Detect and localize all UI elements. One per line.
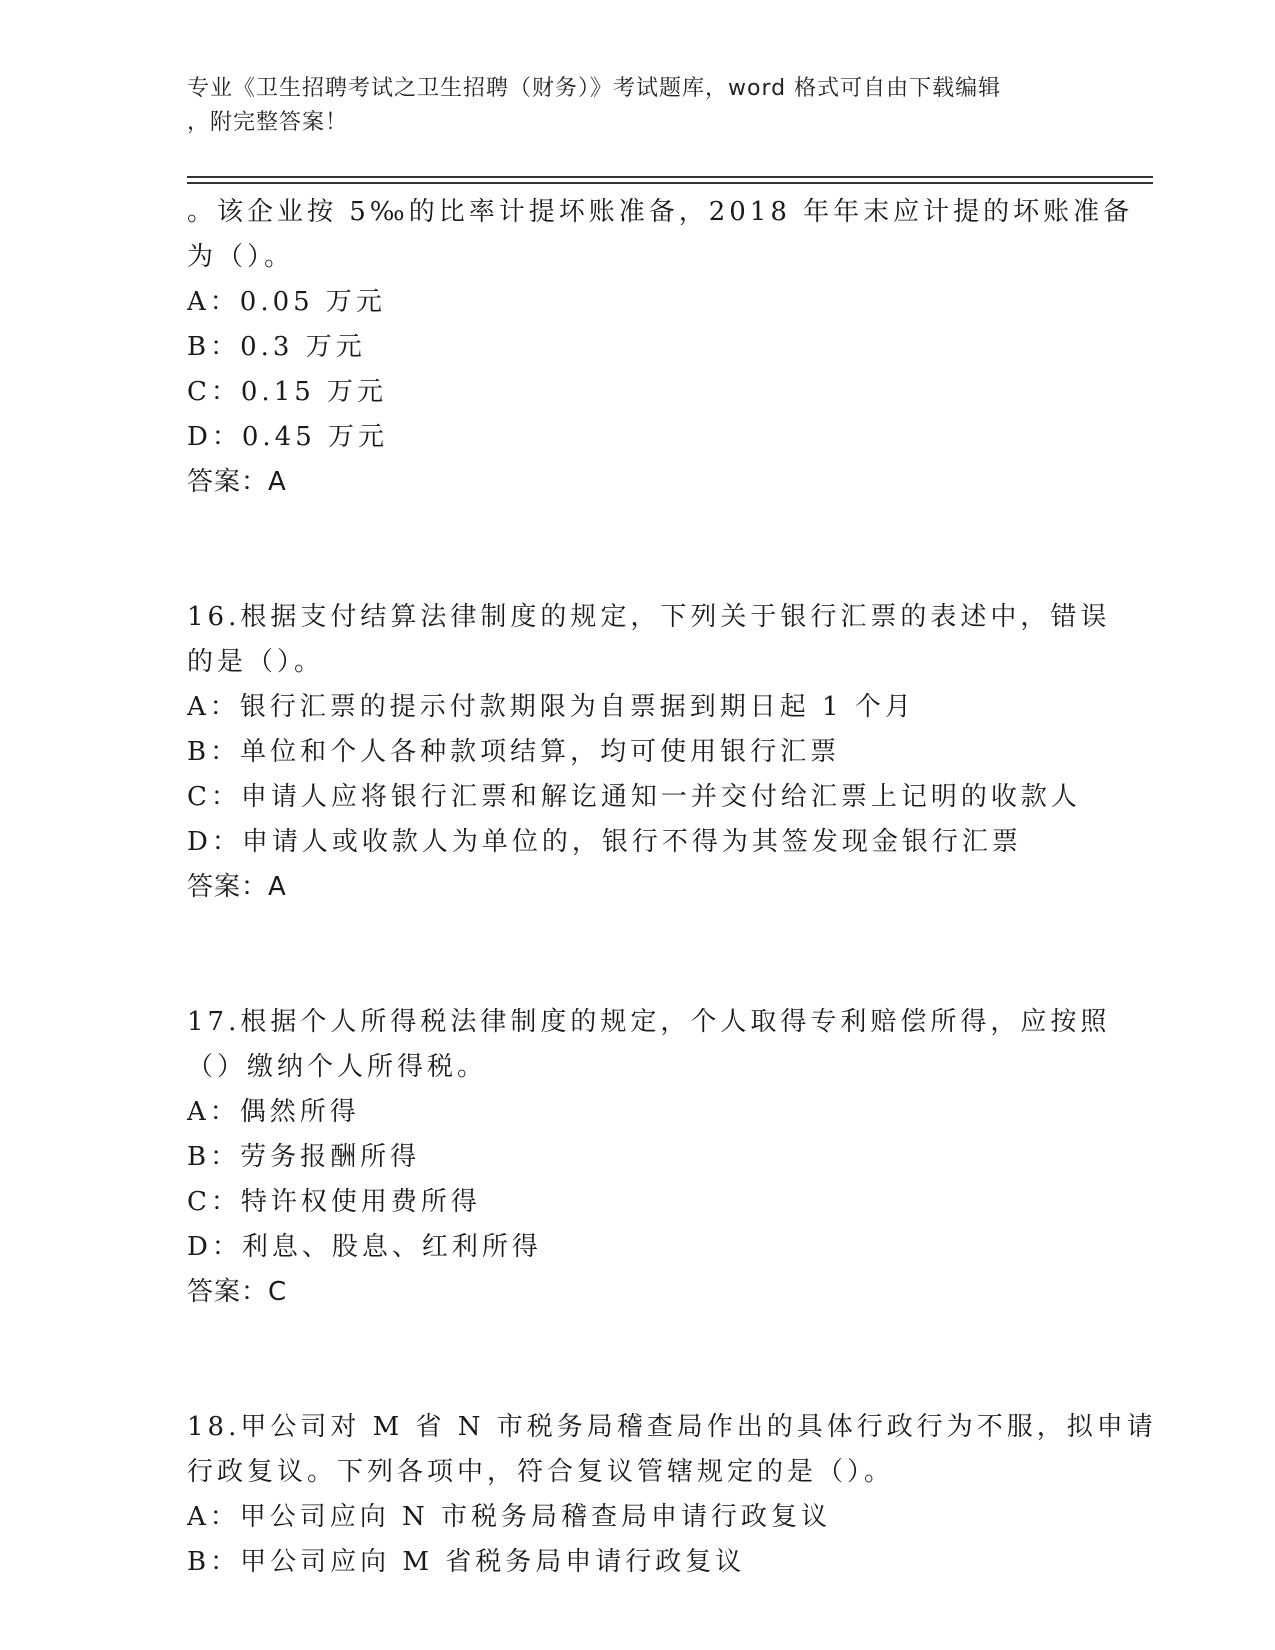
option-d: D：利息、股息、红利所得	[187, 1232, 542, 1262]
document-header	[187, 72, 1087, 140]
option-a: A：0.05 万元	[187, 287, 386, 317]
header-line-1: 专业《卫生招聘考试之卫生招聘（财务）》考试题库，word 格式可自由下载编辑	[187, 76, 1002, 101]
option-b: B：甲公司应向 M 省税务局申请行政复议	[187, 1547, 746, 1577]
question-stem-line: （）缴纳个人所得税。	[187, 1052, 488, 1082]
question-stem-line: 为（）。	[187, 242, 295, 272]
question-18	[187, 1405, 1157, 1585]
answer-line: 答案：C	[187, 1277, 288, 1307]
header-divider-top	[187, 176, 1153, 178]
header-divider-bottom	[187, 182, 1153, 184]
answer-line: 答案：A	[187, 872, 287, 902]
question-stem-line: 行政复议。下列各项中，符合复议管辖规定的是（）。	[187, 1457, 895, 1487]
header-line-2: ，附完整答案！	[187, 110, 349, 135]
question-list	[187, 190, 1157, 1585]
question-15	[187, 190, 1134, 505]
question-stem-line: 17.根据个人所得税法律制度的规定，个人取得专利赔偿所得，应按照	[187, 1007, 1111, 1037]
option-a: A：偶然所得	[187, 1097, 360, 1127]
answer-line: 答案：A	[187, 467, 287, 497]
question-stem-line: 16.根据支付结算法律制度的规定，下列关于银行汇票的表述中，错误	[187, 602, 1111, 632]
question-16	[187, 595, 1111, 910]
option-d: D：0.45 万元	[187, 422, 389, 452]
question-stem-line: 的是（）。	[187, 647, 325, 677]
option-a: A：甲公司应向 N 市税务局稽查局申请行政复议	[187, 1502, 832, 1532]
option-c: C：特许权使用费所得	[187, 1187, 481, 1217]
option-a: A：银行汇票的提示付款期限为自票据到期日起 1 个月	[187, 692, 915, 722]
question-17	[187, 1000, 1111, 1315]
option-b: B：单位和个人各种款项结算，均可使用银行汇票	[187, 737, 841, 767]
option-b: B：0.3 万元	[187, 332, 366, 362]
option-d: D：申请人或收款人为单位的，银行不得为其签发现金银行汇票	[187, 827, 1022, 857]
option-c: C：申请人应将银行汇票和解讫通知一并交付给汇票上记明的收款人	[187, 782, 1081, 812]
question-stem-line: 。该企业按 5‰的比率计提坏账准备，2018 年年末应计提的坏账准备	[187, 197, 1134, 227]
option-c: C：0.15 万元	[187, 377, 388, 407]
option-b: B：劳务报酬所得	[187, 1142, 421, 1172]
question-stem-line: 18.甲公司对 M 省 N 市税务局稽查局作出的具体行政行为不服，拟申请	[187, 1412, 1157, 1442]
